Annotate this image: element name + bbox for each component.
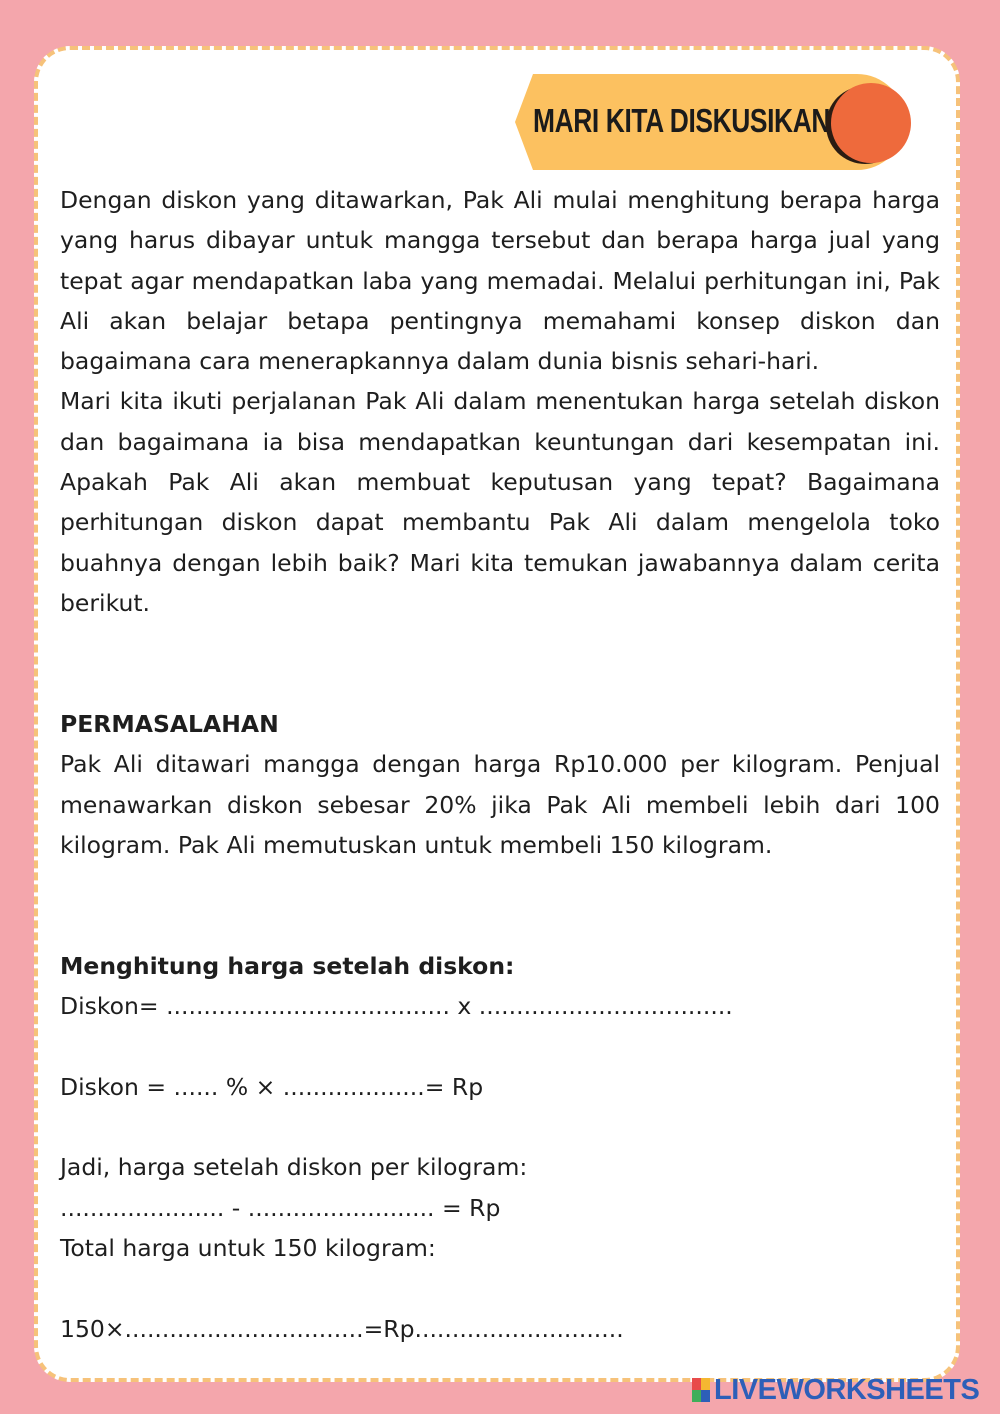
section-banner	[515, 74, 919, 170]
calc-line-discount-formula: Diskon= ...................................... x ..................................	[60, 992, 733, 1021]
calc-line-price-after-discount-label: Jadi, harga setelah diskon per kilogram:	[60, 1153, 528, 1182]
problem-body: Pak Ali ditawari mangga dengan harga Rp10.000 per kilogram. Penjual menawarkan diskon sebesar 20% jika Pak Ali membeli lebih dari 100 kilogram. Pak Ali memutuskan untuk membeli 150 kilogram.	[60, 750, 940, 859]
calc-line-discount-value: Diskon = ...... % × ...................= Rp	[60, 1072, 484, 1101]
calc-spacer	[60, 1268, 940, 1308]
intro-paragraph-2: Mari kita ikuti perjalanan Pak Ali dalam menentukan harga setelah diskon dan bagaimana ia bisa mendapatkan keuntungan dari kesempatan ini. Apakah Pak Ali akan membuat keputusan yang tepat? Bagaimana perhitungan diskon dapat membantu Pak Ali dalam mengelola toko buahnya dengan lebih baik? Mari kita temukan jawabannya dalam cerita berikut.	[60, 387, 940, 617]
intro-paragraph-1: Dengan diskon yang ditawarkan, Pak Ali mulai menghitung berapa harga yang harus dibayar untuk mangga tersebut dan berapa harga jual yang tepat agar mendapatkan laba yang memadai. Melalui perhitungan ini, Pak Ali akan belajar betapa pentingnya memahami konsep diskon dan bagaimana cara menerapkannya dalam dunia bisnis sehari-hari.	[60, 186, 940, 376]
calculation-section	[60, 946, 940, 1349]
calculation-heading: Menghitung harga setelah diskon:	[60, 952, 515, 980]
liveworksheets-brand: LIVEWORKSHEETS	[714, 1373, 980, 1406]
calc-line-price-after-discount: ...................... - ......................... = Rp	[60, 1193, 501, 1222]
calc-spacer	[60, 1107, 940, 1147]
liveworksheets-logo-icon	[692, 1378, 710, 1402]
intro-section	[60, 180, 940, 623]
problem-section	[60, 704, 940, 865]
liveworksheets-footer	[692, 1373, 979, 1407]
problem-heading: PERMASALAHAN	[60, 710, 279, 738]
calc-line-total: 150×................................=Rp............................	[60, 1314, 624, 1343]
banner-title: MARI KITA DISKUSIKAN	[533, 102, 831, 139]
calc-line-total-label: Total harga untuk 150 kilogram:	[60, 1234, 436, 1263]
banner-circle-decoration	[831, 83, 911, 163]
calc-spacer	[60, 1027, 940, 1067]
